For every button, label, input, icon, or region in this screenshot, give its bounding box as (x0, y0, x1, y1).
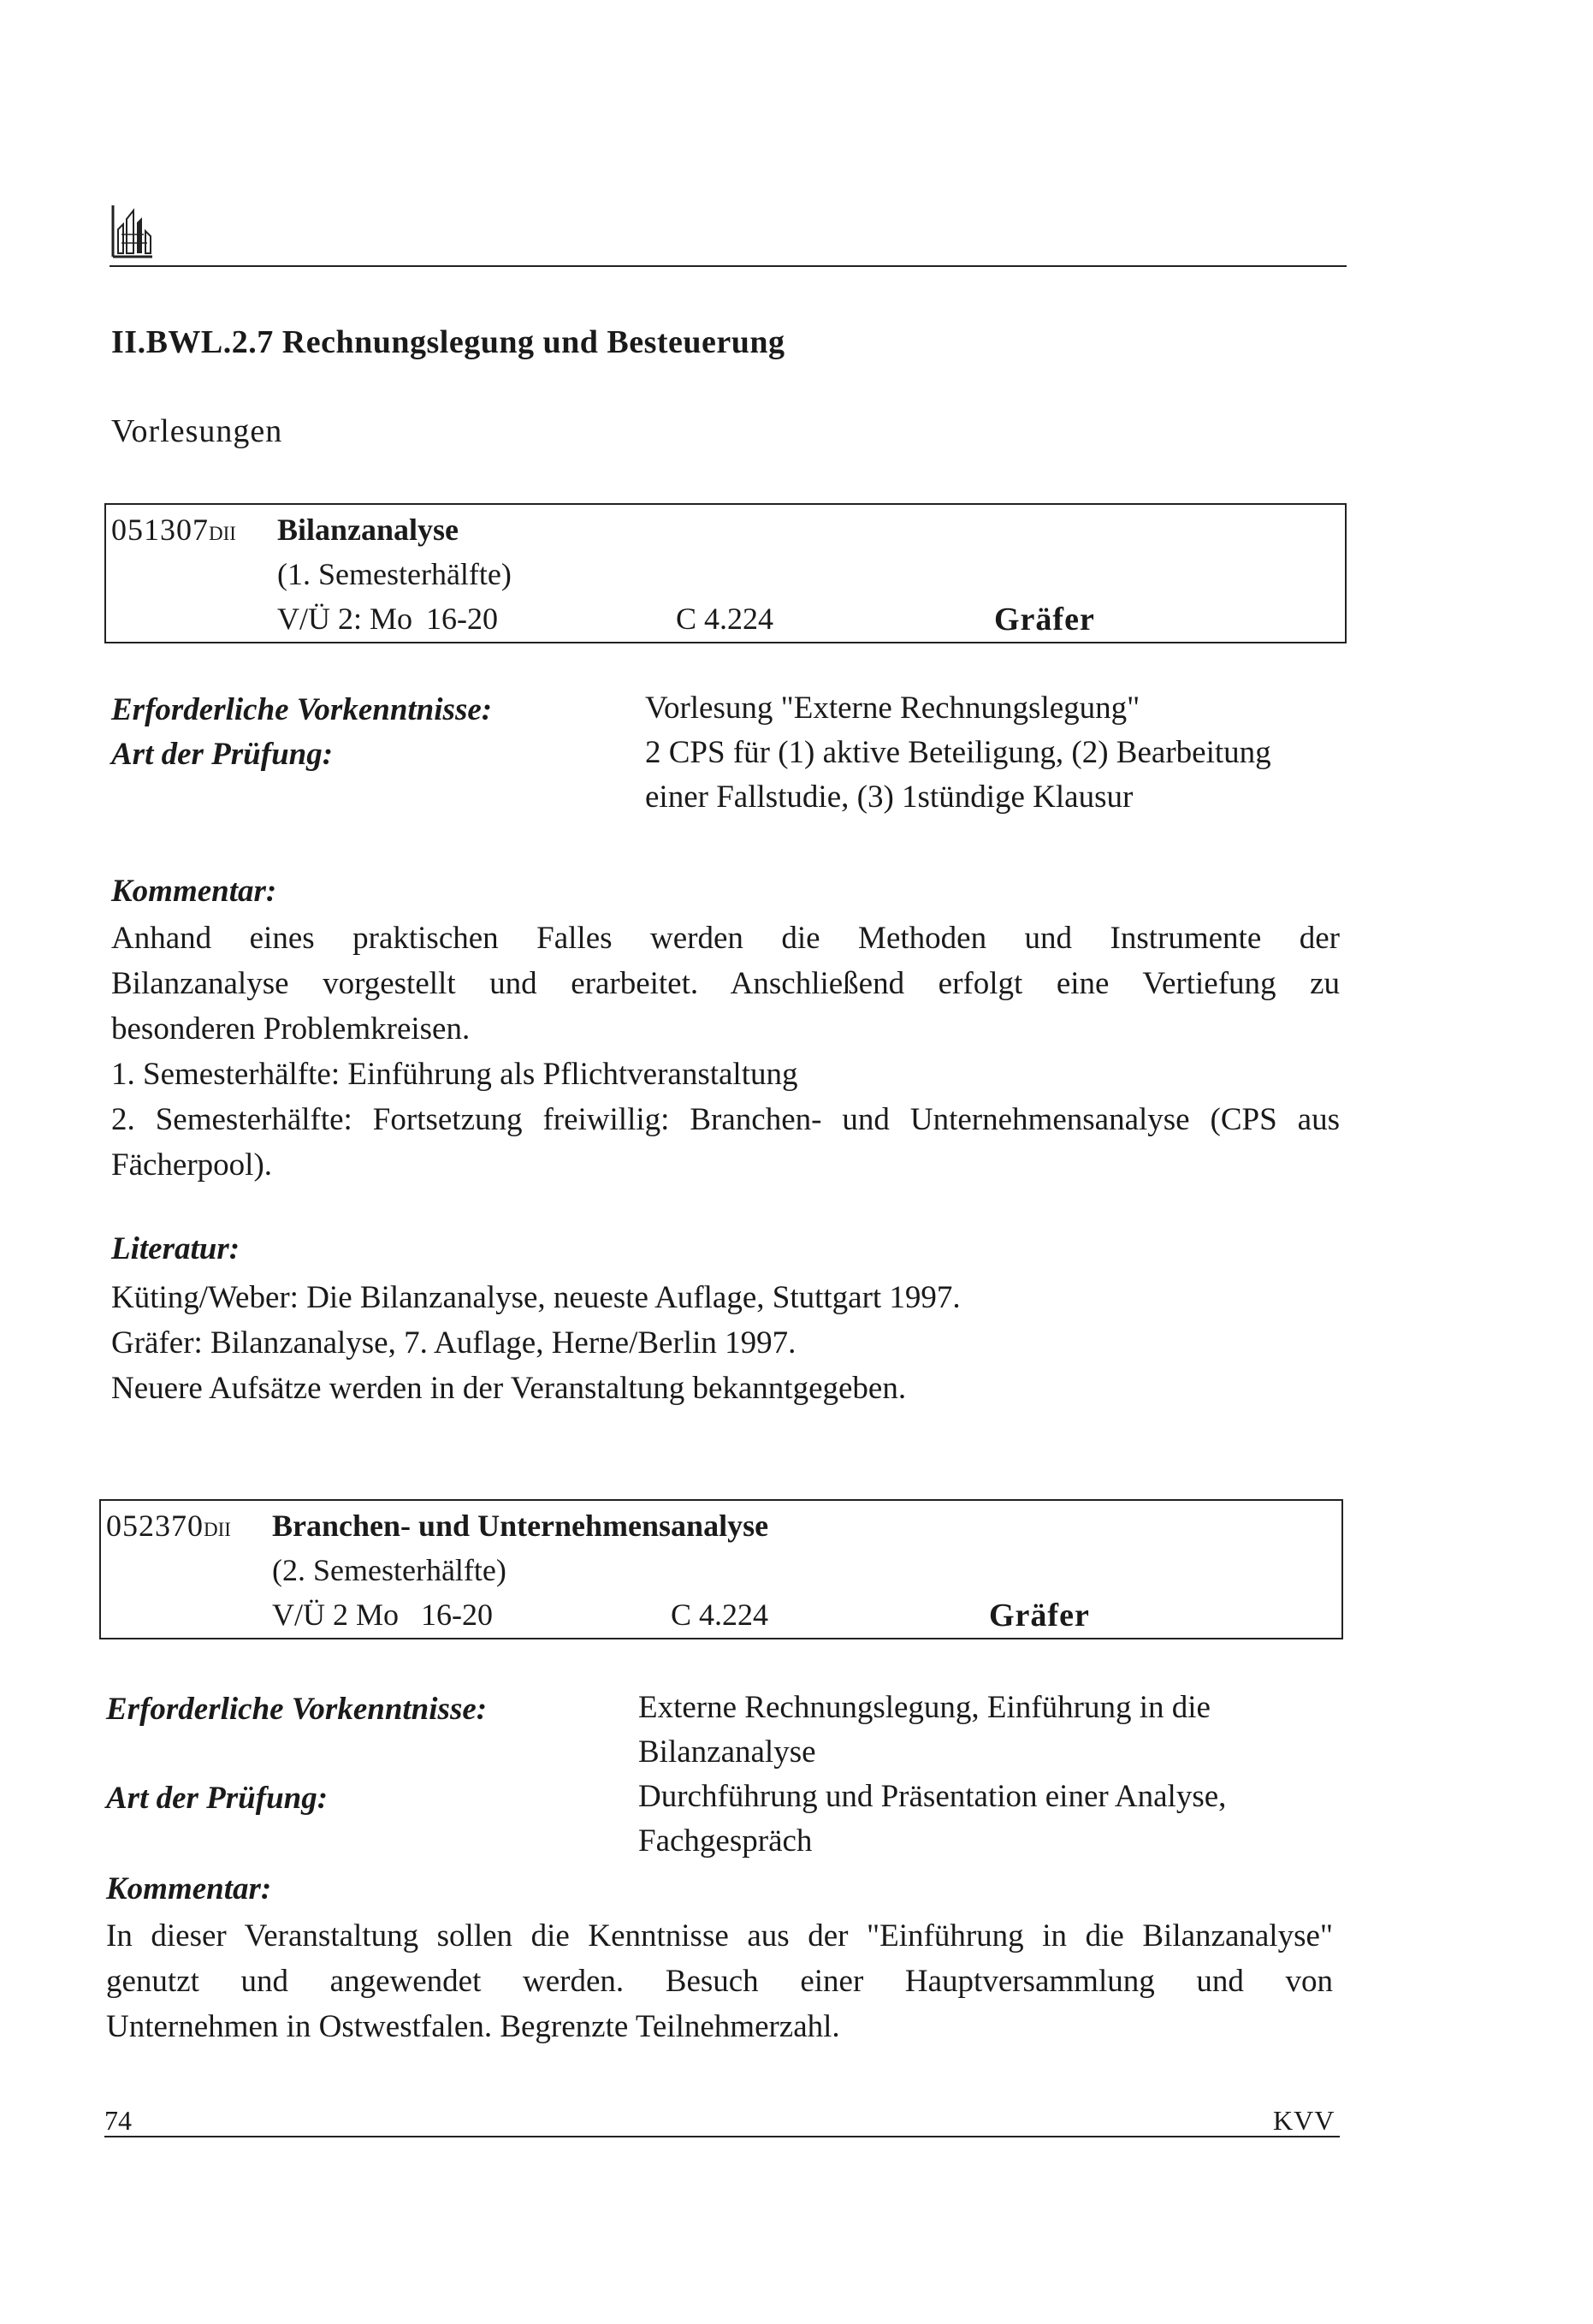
literature-item: Neuere Aufsätze werden in der Veranstaltung bekanntgegeben. (111, 1371, 907, 1406)
header-rule (110, 265, 1347, 267)
exam-label: Art der Prüfung: (106, 1781, 329, 1816)
course-code-suffix: DII (204, 1519, 231, 1540)
course-title: Bilanzanalyse (277, 513, 459, 547)
course-type: V/Ü 2 Mo (272, 1598, 400, 1632)
comment-line: 1. Semesterhälfte: Einführung als Pflichtveranstaltung (111, 1057, 798, 1092)
comment-text (111, 916, 1340, 1188)
course-time: 16-20 (421, 1598, 493, 1632)
prerequisites-label: Erforderliche Vorkenntnisse: (111, 692, 493, 727)
literature-item: Küting/Weber: Die Bilanzanalyse, neueste Auflage, Stuttgart 1997. (111, 1280, 961, 1315)
prerequisites-value: Bilanzanalyse (638, 1734, 816, 1770)
course-box (99, 1499, 1343, 1639)
comment-line: Unternehmen in Ostwestfalen. Begrenzte Teilnehmerzahl. (106, 2009, 840, 2044)
course-lecturer: Gräfer (989, 1598, 1090, 1633)
course-semester-half: (1. Semesterhälfte) (277, 557, 512, 591)
course-type: V/Ü 2: Mo (277, 602, 413, 636)
literature-label: Literatur: (111, 1231, 240, 1266)
comment-label: Kommentar: (111, 874, 277, 909)
comment-line: Fächerpool). (111, 1147, 273, 1183)
comment-line: besonderen Problemkreisen. (111, 1011, 471, 1046)
course-code: 052370DII (106, 1509, 231, 1543)
course-room: C 4.224 (671, 1598, 769, 1632)
section-heading: II.BWL.2.7 Rechnungslegung und Besteuerung (111, 324, 785, 360)
journal-name: KVV (1273, 2105, 1335, 2136)
page-number: 74 (104, 2105, 132, 2136)
prerequisites-label: Erforderliche Vorkenntnisse: (106, 1692, 488, 1727)
comment-line: In dieser Veranstaltung sollen die Kenntnisse aus der "Einführung in die Bilanzanalyse" (106, 1918, 1333, 1953)
comment-label: Kommentar: (106, 1871, 272, 1906)
course-code: 051307DII (111, 513, 236, 547)
footer-rule (104, 2136, 1340, 2137)
comment-line: genutzt und angewendet werden. Besuch einer Hauptversammlung und von (106, 1964, 1333, 1999)
course-box (104, 503, 1347, 643)
comment-line: 2. Semesterhälfte: Fortsetzung freiwillig: Branchen- und Unternehmensanalyse (CPS aus (111, 1102, 1340, 1137)
course-lecturer: Gräfer (994, 602, 1095, 637)
prerequisites-value: Vorlesung "Externe Rechnungslegung" (645, 691, 1140, 726)
course-room: C 4.224 (676, 602, 774, 636)
university-logo-icon (110, 200, 154, 260)
exam-value: 2 CPS für (1) aktive Beteiligung, (2) Bearbeitung (645, 735, 1271, 770)
course-semester-half: (2. Semesterhälfte) (272, 1553, 506, 1587)
comment-line: Bilanzanalyse vorgestellt und erarbeitet. Anschließend erfolgt eine Vertiefung zu (111, 966, 1340, 1001)
course-title: Branchen- und Unternehmensanalyse (272, 1509, 769, 1543)
exam-value: Fachgespräch (638, 1823, 813, 1859)
course-code-suffix: DII (209, 523, 236, 544)
exam-value: Durchführung und Präsentation einer Analyse, (638, 1779, 1227, 1814)
literature-list (111, 1275, 1340, 1411)
exam-value: einer Fallstudie, (3) 1stündige Klausur (645, 780, 1134, 815)
literature-item: Gräfer: Bilanzanalyse, 7. Auflage, Herne/Berlin 1997. (111, 1325, 796, 1361)
comment-text (106, 1913, 1333, 2049)
comment-line: Anhand eines praktischen Falles werden die Methoden und Instrumente der (111, 921, 1340, 956)
exam-label: Art der Prüfung: (111, 737, 334, 772)
course-time: 16-20 (426, 602, 498, 636)
sub-heading: Vorlesungen (111, 413, 283, 449)
prerequisites-value: Externe Rechnungslegung, Einführung in die (638, 1690, 1211, 1725)
